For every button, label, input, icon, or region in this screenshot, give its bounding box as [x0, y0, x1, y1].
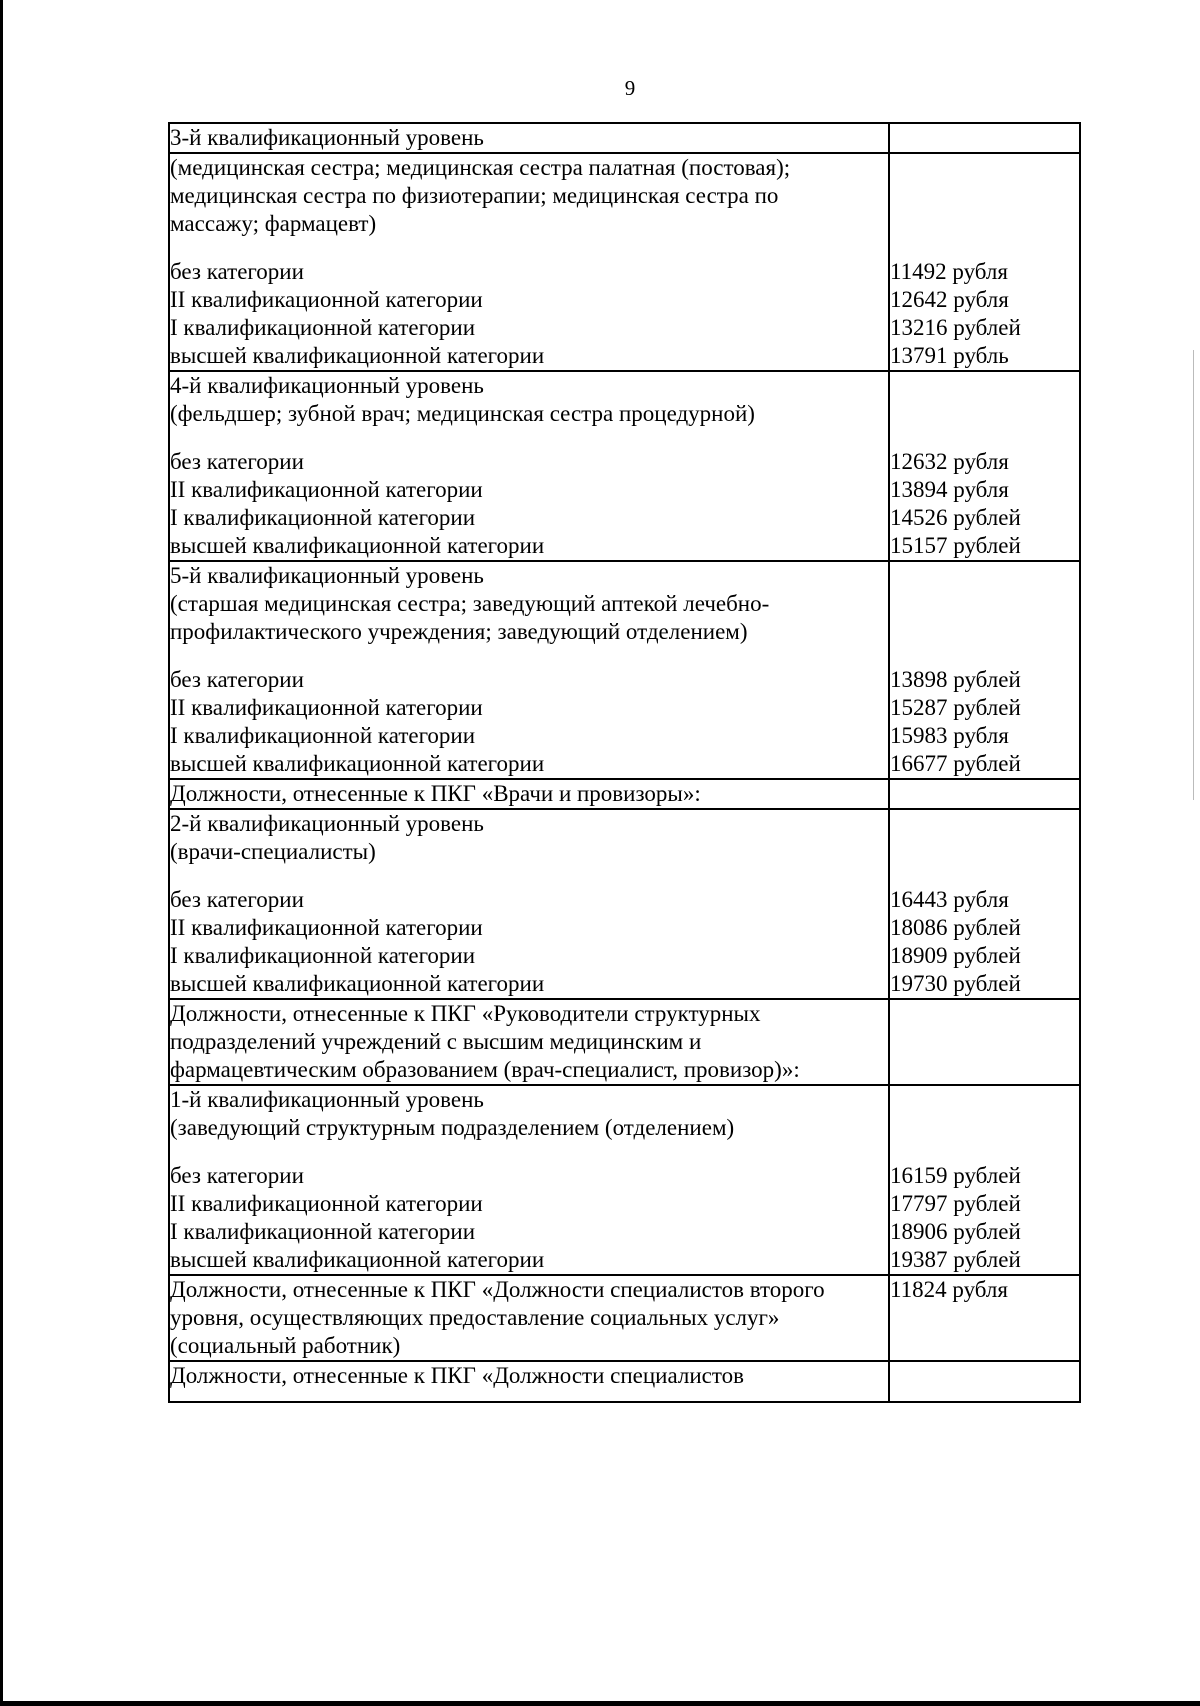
category-label: I квалификационной категории: [170, 315, 476, 340]
category-label: II квалификационной категории: [170, 1191, 483, 1216]
position-heading-line: Должности, отнесенные к ПКГ «Должности специалистов: [170, 1363, 745, 1388]
salary-value: 16677 рублей: [890, 751, 1021, 776]
category-label: I квалификационной категории: [170, 723, 476, 748]
position-cell: [169, 1275, 889, 1361]
spacer: [170, 866, 888, 886]
category-label: высшей квалификационной категории: [170, 971, 545, 996]
category-label: высшей квалификационной категории: [170, 343, 545, 368]
salary-table-body: [169, 123, 1080, 1402]
salary-value: 19730 рублей: [890, 971, 1021, 996]
position-heading-line: 4-й квалификационный уровень: [170, 373, 484, 398]
spacer: [170, 238, 888, 258]
position-heading-line: 3-й квалификационный уровень: [170, 125, 484, 150]
salary-cell: [889, 779, 1080, 809]
position-cell: [169, 999, 889, 1085]
category-label: без категории: [170, 887, 304, 912]
salary-value: 13894 рубля: [890, 477, 1009, 502]
position-heading-line: массажу; фармацевт): [170, 211, 377, 236]
spacer: [170, 428, 888, 448]
position-heading-line: Должности, отнесенные к ПКГ «Врачи и провизоры»:: [170, 781, 701, 806]
salary-value: 17797 рублей: [890, 1191, 1021, 1216]
category-label: II квалификационной категории: [170, 287, 483, 312]
category-label: без категории: [170, 1163, 304, 1188]
position-heading-line: уровня, осуществляющих предоставление социальных услуг»: [170, 1305, 780, 1330]
position-heading-line: медицинская сестра по физиотерапии; медицинская сестра по: [170, 183, 779, 208]
position-heading-line: (старшая медицинская сестра; заведующий аптекой лечебно-: [170, 591, 770, 616]
salary-value: 14526 рублей: [890, 505, 1021, 530]
category-label: без категории: [170, 667, 304, 692]
scan-right-mark: [1193, 350, 1194, 800]
salary-cell: [889, 123, 1080, 153]
position-heading-line: фармацевтическим образованием (врач-специалист, провизор)»:: [170, 1057, 800, 1082]
position-heading-line: подразделений учреждений с высшим медицинским и: [170, 1029, 702, 1054]
salary-value: 18086 рублей: [890, 915, 1021, 940]
salary-cell: [889, 999, 1080, 1085]
salary-cell: [889, 1361, 1080, 1402]
table-row: [169, 123, 1080, 153]
category-label: I квалификационной категории: [170, 505, 476, 530]
scan-left-edge: [0, 0, 3, 1706]
scan-bottom-edge: [0, 1701, 1200, 1706]
salary-value: 11492 рубля: [890, 259, 1008, 284]
category-label: высшей квалификационной категории: [170, 533, 545, 558]
salary-cell: [889, 1275, 1080, 1361]
table-row: [169, 809, 1080, 999]
position-cell: [169, 1085, 889, 1275]
position-cell: [169, 561, 889, 779]
table-row: [169, 999, 1080, 1085]
salary-value: 16159 рублей: [890, 1163, 1021, 1188]
table-row: [169, 153, 1080, 371]
category-label: без категории: [170, 449, 304, 474]
salary-value: 13791 рубль: [890, 343, 1009, 368]
category-label: I квалификационной категории: [170, 1219, 476, 1244]
position-cell: [169, 809, 889, 999]
salary-cell: [889, 809, 1080, 999]
position-heading-line: профилактического учреждения; заведующий отделением): [170, 619, 748, 644]
category-label: без категории: [170, 259, 304, 284]
position-cell: [169, 1361, 889, 1402]
position-cell: [169, 779, 889, 809]
category-label: II квалификационной категории: [170, 915, 483, 940]
salary-cell: [889, 561, 1080, 779]
spacer: [890, 562, 1079, 666]
table-row: [169, 561, 1080, 779]
table-row: [169, 371, 1080, 561]
position-heading-line: (медицинская сестра; медицинская сестра палатная (постовая);: [170, 155, 791, 180]
spacer: [890, 810, 1079, 886]
salary-cell: [889, 371, 1080, 561]
category-label: высшей квалификационной категории: [170, 751, 545, 776]
salary-value: 16443 рубля: [890, 887, 1009, 912]
salary-cell: [889, 153, 1080, 371]
position-heading-line: Должности, отнесенные к ПКГ «Должности специалистов второго: [170, 1277, 825, 1302]
spacer: [890, 1086, 1079, 1162]
table-row: [169, 1275, 1080, 1361]
position-heading-line: Должности, отнесенные к ПКГ «Руководители структурных: [170, 1001, 761, 1026]
position-cell: [169, 371, 889, 561]
position-heading-line: 1-й квалификационный уровень: [170, 1087, 484, 1112]
position-heading-line: (заведующий структурным подразделением (отделением): [170, 1115, 735, 1140]
page-number: 9: [624, 76, 636, 100]
category-label: II квалификационной категории: [170, 477, 483, 502]
salary-value: 12632 рубля: [890, 449, 1009, 474]
salary-cell: [889, 1085, 1080, 1275]
category-label: высшей квалификационной категории: [170, 1247, 545, 1272]
spacer: [890, 372, 1079, 448]
salary-value: 13216 рублей: [890, 315, 1021, 340]
position-heading-line: (фельдшер; зубной врач; медицинская сестра процедурной): [170, 401, 755, 426]
position-heading-line: 2-й квалификационный уровень: [170, 811, 484, 836]
table-row: [169, 779, 1080, 809]
position-cell: [169, 123, 889, 153]
position-heading-line: (врачи-специалисты): [170, 839, 376, 864]
spacer: [890, 154, 1079, 258]
salary-value: 13898 рублей: [890, 667, 1021, 692]
category-label: I квалификационной категории: [170, 943, 476, 968]
salary-table: [168, 122, 1081, 1403]
category-label: II квалификационной категории: [170, 695, 483, 720]
position-heading-line: 5-й квалификационный уровень: [170, 563, 484, 588]
salary-value: 19387 рублей: [890, 1247, 1021, 1272]
salary-value: 15157 рублей: [890, 533, 1021, 558]
salary-value: 12642 рубля: [890, 287, 1009, 312]
salary-value: 15983 рубля: [890, 723, 1009, 748]
spacer: [170, 646, 888, 666]
table-row: [169, 1085, 1080, 1275]
spacer: [170, 1142, 888, 1162]
salary-value: 15287 рублей: [890, 695, 1021, 720]
table-row: [169, 1361, 1080, 1402]
position-heading-line: (социальный работник): [170, 1333, 401, 1358]
salary-value: 18906 рублей: [890, 1219, 1021, 1244]
position-cell: [169, 153, 889, 371]
salary-value: 18909 рублей: [890, 943, 1021, 968]
salary-amount: 11824 рубля: [890, 1277, 1008, 1302]
